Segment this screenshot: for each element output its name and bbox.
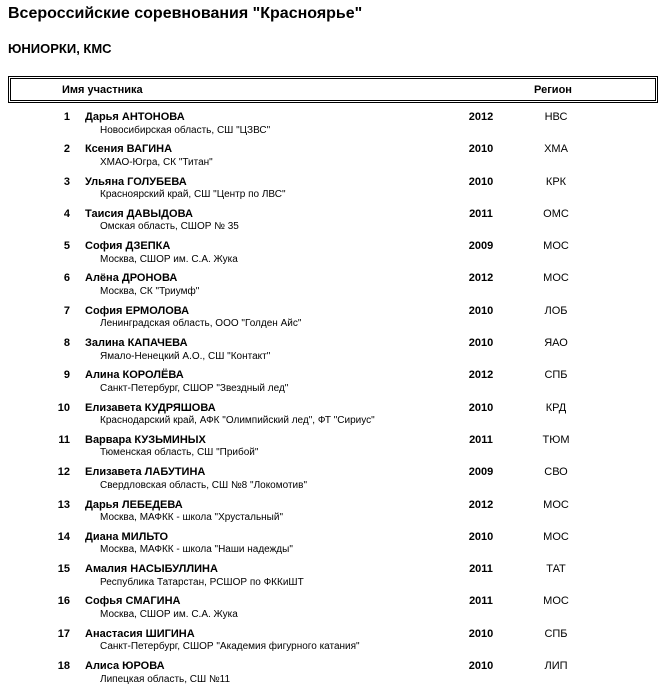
region-code: МОС: [543, 272, 569, 285]
table-row: [0, 531, 668, 563]
region-code: СПБ: [544, 627, 568, 640]
birth-year: 2010: [468, 660, 494, 673]
row-number: 8: [63, 337, 70, 350]
participant-club: Новосибирская область, СШ "ЦЗВС": [100, 124, 271, 136]
participant-name: София ДЗЕПКА: [85, 240, 171, 253]
participant-name: Ксения ВАГИНА: [85, 143, 173, 156]
birth-year: 2012: [468, 272, 494, 285]
table-row: [0, 466, 668, 498]
row-number: 7: [63, 304, 70, 317]
participant-name: Амалия НАСЫБУЛЛИНА: [85, 563, 218, 576]
region-code: ЛИП: [544, 660, 568, 673]
region-code: МОС: [543, 595, 569, 608]
birth-year: 2009: [468, 240, 494, 253]
competition-title: Всероссийские соревнования "Красноярье": [8, 5, 363, 22]
birth-year: 2011: [469, 207, 493, 220]
region-code: КРК: [545, 175, 567, 188]
table-row: [0, 208, 668, 240]
participant-name: Залина КАПАЧЕВА: [85, 337, 188, 350]
region-code: МОС: [543, 240, 569, 253]
row-number: 4: [63, 207, 70, 220]
birth-year: 2010: [468, 143, 494, 156]
region-code: ТАТ: [546, 563, 566, 576]
participant-name: Алиса ЮРОВА: [85, 660, 165, 673]
region-code: ТЮМ: [542, 433, 570, 446]
region-code: МОС: [543, 530, 569, 543]
table-row: [0, 499, 668, 531]
row-number: 5: [63, 240, 70, 253]
participant-club: Ямало-Ненецкий А.О., СШ "Контакт": [100, 350, 271, 362]
participant-club: Москва, МАФКК - школа "Наши надежды": [100, 544, 293, 556]
participant-name: Алина КОРОЛЁВА: [85, 369, 184, 382]
birth-year: 2010: [468, 337, 494, 350]
participant-name: Дарья ЛЕБЕДЕВА: [85, 498, 183, 511]
participant-name: Софья СМАГИНА: [85, 595, 181, 608]
participant-club: Ленинградская область, ООО "Голден Айс": [100, 318, 302, 330]
participant-name: Алёна ДРОНОВА: [85, 272, 178, 285]
table-row: [0, 402, 668, 434]
table-row: [0, 337, 668, 369]
birth-year: 2011: [469, 595, 493, 608]
region-code: ЯАО: [544, 337, 568, 350]
participant-club: Москва, МАФКК - школа "Хрустальный": [100, 512, 284, 524]
table-row: [0, 660, 668, 692]
birth-year: 2011: [469, 433, 493, 446]
participant-club: Москва, СШОР им. С.А. Жука: [100, 253, 238, 265]
table-row: [0, 240, 668, 272]
participant-club: Омская область, СШОР № 35: [100, 221, 239, 233]
participant-club: Санкт-Петербург, СШОР "Академия фигурного катания": [100, 641, 360, 653]
table-row: [0, 369, 668, 401]
participant-club: Санкт-Петербург, СШОР "Звездный лед": [100, 382, 289, 394]
participant-club: Краснодарский край, АФК "Олимпийский лед", ФТ "Сириус": [100, 415, 375, 427]
participant-name: Анастасия ШИГИНА: [85, 627, 195, 640]
birth-year: 2010: [468, 401, 494, 414]
row-number: 6: [63, 272, 70, 285]
participant-club: Липецкая область, СШ №11: [100, 673, 231, 685]
table-row: [0, 563, 668, 595]
participant-name: Варвара КУЗЬМИНЫХ: [85, 433, 206, 446]
birth-year: 2012: [468, 369, 494, 382]
region-code: НВС: [544, 111, 568, 123]
participant-club: Москва, СК "Триумф": [100, 285, 200, 297]
table-row: [0, 272, 668, 304]
birth-year: 2010: [468, 627, 494, 640]
participant-club: Республика Татарстан, РСШОР по ФККиШТ: [100, 576, 304, 588]
row-number: 17: [57, 627, 70, 640]
table-header: [8, 76, 658, 103]
birth-year: 2012: [468, 111, 494, 123]
table-row: [0, 628, 668, 660]
participant-name: Дарья АНТОНОВА: [85, 111, 185, 123]
region-code: СВО: [544, 466, 568, 479]
participant-club: Красноярский край, СШ "Центр по ЛВС": [100, 189, 286, 201]
row-number: 11: [58, 433, 70, 446]
row-number: 18: [57, 660, 70, 673]
row-number: 2: [63, 143, 70, 156]
participant-name: Ульяна ГОЛУБЕВА: [85, 175, 187, 188]
table-row: [0, 305, 668, 337]
table-header-inner: [10, 78, 656, 101]
region-code: ХМА: [544, 143, 568, 156]
table-row: [0, 111, 668, 143]
participant-club: Тюменская область, СШ "Прибой": [100, 447, 259, 459]
table-row: [0, 143, 668, 175]
region-code: МОС: [543, 498, 569, 511]
row-number: 16: [57, 595, 70, 608]
participant-name: София ЕРМОЛОВА: [85, 304, 190, 317]
participant-club: Свердловская область, СШ №8 "Локомотив": [100, 479, 307, 491]
region-code: СПБ: [544, 369, 568, 382]
row-number: 15: [57, 563, 70, 576]
table-row: [0, 176, 668, 208]
birth-year: 2010: [468, 530, 494, 543]
row-number: 14: [57, 530, 70, 543]
column-header-participant-name: Имя участника: [62, 83, 143, 96]
participant-name: Елизавета ЛАБУТИНА: [85, 466, 206, 479]
birth-year: 2011: [469, 563, 493, 576]
participant-name: Диана МИЛЬТО: [85, 530, 169, 543]
participants-list: [0, 111, 668, 692]
row-number: 1: [63, 111, 70, 123]
row-number: 13: [57, 498, 70, 511]
region-code: КРД: [545, 401, 567, 414]
row-number: 9: [63, 369, 70, 382]
participant-name: Таисия ДАВЫДОВА: [85, 207, 193, 220]
participant-club: ХМАО-Югра, СК "Титан": [100, 156, 213, 168]
birth-year: 2009: [468, 466, 494, 479]
participant-name: Елизавета КУДРЯШОВА: [85, 401, 216, 414]
region-code: ЛОБ: [544, 304, 568, 317]
category-title: ЮНИОРКИ, КМС: [8, 41, 112, 56]
region-code: ОМС: [543, 207, 569, 220]
row-number: 3: [63, 175, 70, 188]
birth-year: 2010: [468, 175, 494, 188]
birth-year: 2010: [468, 304, 494, 317]
table-row: [0, 595, 668, 627]
row-number: 12: [57, 466, 70, 479]
row-number: 10: [57, 401, 70, 414]
participant-club: Москва, СШОР им. С.А. Жука: [100, 608, 238, 620]
birth-year: 2012: [468, 498, 494, 511]
table-row: [0, 434, 668, 466]
column-header-region: Регион: [534, 83, 572, 96]
